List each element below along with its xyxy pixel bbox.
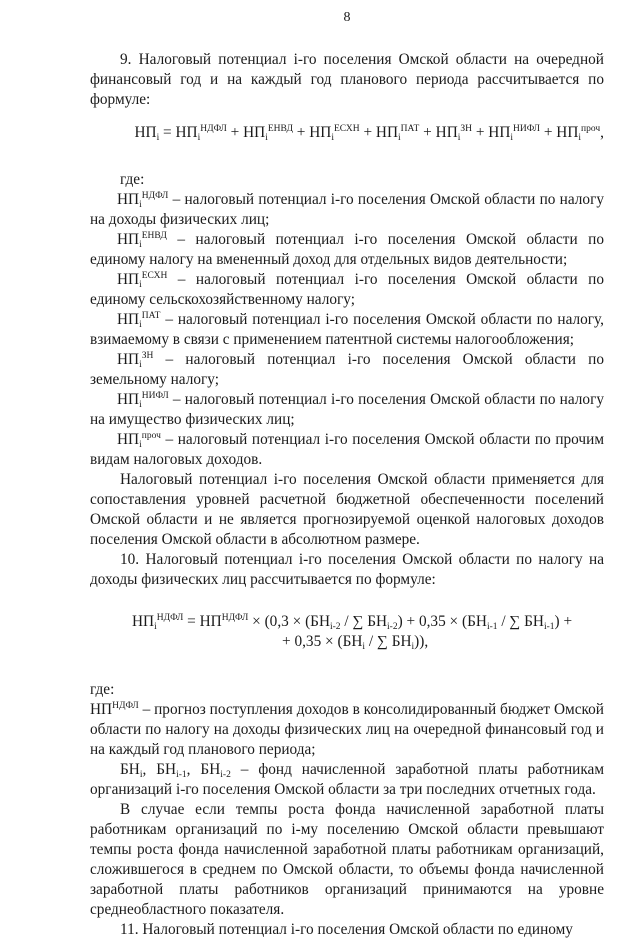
where-label-2: где:: [90, 681, 115, 698]
definition-eskhn: $НП_i^{ЕСХН}$ – налоговый потенциал i-го поселения Омской области по единому сельскохозяйственному налогу;: [90, 271, 604, 308]
formula-tax-potential: $НП_i = НП_i^{НДФЛ} + НП_i^{ЕНВД} + НП_i^{ЕСХН} + НП_i^{ПАТ} + НП_i^{ЗН} + НП_i^{НИФЛ} + НП_i^{проч}$,: [134, 124, 604, 143]
formula-ndfl: $НП_i^{НДФЛ} = НП^{НДФЛ} \times (0,3 \times (БН_{i-2}$ / ∑ $БН_{i-2}) + 0,35 \times (БН_{i-1}$ / ∑ $БН_{i-1}$) + + $0,35 \times (БН_i$ / ∑ $БН_i$)),: [132, 613, 573, 652]
page-number: 8: [343, 10, 351, 25]
paragraph-growth-case: В случае если темпы роста фонда начисленной заработной платы работникам организаций по i-му поселению Омской области превышают темпы роста фонда начисленной заработной платы работникам организаций, сложившегося в среднем по Омской области, то объемы фонда начисленной заработной платы работников организаций принимаются на уровне среднеобластного показателя.: [90, 801, 604, 918]
section-10-intro: 10. Налоговый потенциал i-го поселения Омской области по налогу на доходы физических лиц рассчитывается по формуле:: [90, 551, 604, 588]
definition-proch: $НП_i^{проч}$ – налоговый потенциал i-го поселения Омской области по прочим видам налоговых доходов.: [90, 431, 604, 468]
definition-ndfl: $НП_i^{НДФЛ}$ – налоговый потенциал i-го поселения Омской области по налогу на доходы физических лиц;: [90, 191, 604, 228]
definition-zn: $НП_i^{ЗН}$ – налоговый потенциал i-го поселения Омской области по земельному налогу;: [90, 351, 604, 388]
definition-bn: $БН_i$, $БН_{i-1}$, $БН_{i-2}$ – фонд начисленной заработной платы работникам организаций i-го поселения Омской области за три последних отчетных года.: [90, 761, 605, 798]
definition-np-ndfl: $НП^{НДФЛ}$ – прогноз поступления доходов в консолидированный бюджет Омской области по налогу на доходы физических лиц на очередной финансовый год и на каждый год планового периода;: [90, 701, 604, 758]
definition-pat: $НП_i^{ПАТ}$ – налоговый потенциал i-го поселения Омской области по налогу, взимаемому в связи с применением патентной системы налогообложения;: [90, 311, 604, 348]
paragraph-usage: Налоговый потенциал i-го поселения Омской области применяется для сопоставления уровней расчетной бюджетной обеспеченности поселений Омской области и не является прогнозируемой оценкой налоговых доходов поселения Омской области в абсолютном размере.: [90, 471, 604, 548]
definition-nifl: $НП_i^{НИФЛ}$ – налоговый потенциал i-го поселения Омской области по налогу на имущество физических лиц;: [90, 391, 604, 428]
section-9-intro: 9. Налоговый потенциал i-го поселения Омской области на очередной финансовый год и на каждый год планового периода рассчитывается по формуле:: [90, 51, 604, 108]
where-label: где:: [120, 171, 145, 188]
section-11-intro: 11. Налоговый потенциал i-го поселения Омской области по единому: [120, 921, 573, 938]
definition-envd: $НП_i^{ЕНВД}$ – налоговый потенциал i-го поселения Омской области по единому налогу на вмененный доход для отдельных видов деятельности;: [90, 231, 604, 268]
